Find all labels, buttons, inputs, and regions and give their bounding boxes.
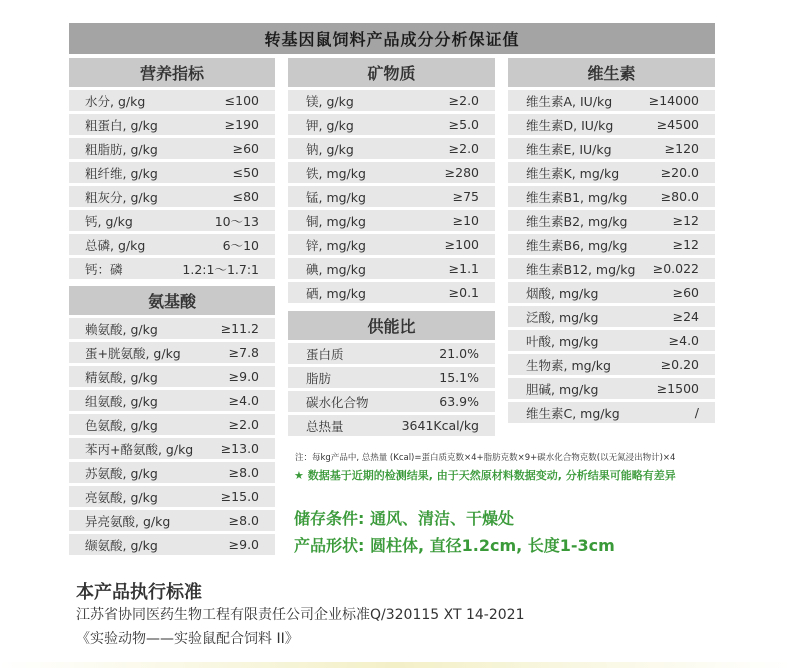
table-row xyxy=(69,114,275,135)
table-row xyxy=(69,486,275,507)
row-value: ≥1500 xyxy=(656,381,699,396)
row-value: ≥24 xyxy=(672,309,699,324)
row-value: ≥2.0 xyxy=(448,141,479,156)
table-row xyxy=(288,234,495,255)
table-row xyxy=(69,414,275,435)
table-row xyxy=(508,162,715,183)
row-label: 钙：磷 xyxy=(85,261,123,277)
row-label: 锰, mg/kg xyxy=(306,189,366,205)
row-label: 维生素C, mg/kg xyxy=(526,405,620,421)
row-value: ≥12 xyxy=(672,213,699,228)
row-value: ≥20.0 xyxy=(660,165,699,180)
row-label: 精氨酸, g/kg xyxy=(85,369,158,385)
table-row xyxy=(69,462,275,483)
row-value: ≥0.1 xyxy=(448,285,479,300)
row-value: ≥8.0 xyxy=(228,513,259,528)
table-row xyxy=(288,391,495,412)
row-value: ≥12 xyxy=(672,237,699,252)
row-label: 碳水化合物 xyxy=(306,394,369,410)
row-label: 维生素B2, mg/kg xyxy=(526,213,628,229)
table-row xyxy=(508,330,715,351)
row-value: ≥0.20 xyxy=(660,357,699,372)
table-row xyxy=(69,138,275,159)
energy-ratio-panel xyxy=(288,311,495,439)
table-row xyxy=(288,282,495,303)
row-label: 维生素A, IU/kg xyxy=(526,93,613,109)
table-row xyxy=(508,402,715,423)
row-label: 钠, g/kg xyxy=(306,141,354,157)
row-label: 叶酸, mg/kg xyxy=(526,333,599,349)
row-label: 胆碱, mg/kg xyxy=(526,381,599,397)
table-row xyxy=(508,186,715,207)
table-row xyxy=(508,306,715,327)
table-row xyxy=(69,210,275,231)
row-value: ≥9.0 xyxy=(228,369,259,384)
row-label: 钙, g/kg xyxy=(85,213,133,229)
row-value: ≥4.0 xyxy=(668,333,699,348)
row-value: ≥7.8 xyxy=(228,345,259,360)
row-label: 维生素K, mg/kg xyxy=(526,165,620,181)
nutrition-panel xyxy=(69,58,275,282)
table-row xyxy=(508,234,715,255)
bottom-decor-bar xyxy=(0,662,790,668)
storage-conditions: 储存条件: 通风、清洁、干燥处 xyxy=(294,509,514,528)
row-label: 亮氨酸, g/kg xyxy=(85,489,158,505)
row-value: 1.2:1～1.7:1 xyxy=(182,261,259,277)
table-row xyxy=(288,343,495,364)
row-label: 水分, g/kg xyxy=(85,93,146,109)
row-value: ≥120 xyxy=(664,141,699,156)
row-value: ≥1.1 xyxy=(448,261,479,276)
table-row xyxy=(288,162,495,183)
row-value: 21.0% xyxy=(439,346,479,361)
table-row xyxy=(69,342,275,363)
row-label: 色氨酸, g/kg xyxy=(85,417,158,433)
row-label: 维生素B6, mg/kg xyxy=(526,237,628,253)
product-shape: 产品形状: 圆柱体, 直径1.2cm, 长度1-3cm xyxy=(294,536,615,555)
table-row xyxy=(69,318,275,339)
row-label: 粗纤维, g/kg xyxy=(85,165,158,181)
row-value: 10～13 xyxy=(214,213,259,229)
row-label: 脂肪 xyxy=(306,370,332,386)
table-row xyxy=(69,390,275,411)
table-row xyxy=(69,186,275,207)
row-label: 缬氨酸, g/kg xyxy=(85,537,158,553)
table-row xyxy=(288,138,495,159)
row-value: ≥75 xyxy=(452,189,479,204)
row-value: ≥190 xyxy=(224,117,259,132)
row-value: ≥10 xyxy=(452,213,479,228)
table-row xyxy=(508,90,715,111)
row-label: 苏氨酸, g/kg xyxy=(85,465,158,481)
table-row xyxy=(69,234,275,255)
row-value: 63.9% xyxy=(439,394,479,409)
table-row xyxy=(508,138,715,159)
row-value: ≥5.0 xyxy=(448,117,479,132)
row-label: 组氨酸, g/kg xyxy=(85,393,158,409)
row-value: ≥13.0 xyxy=(220,441,259,456)
row-value: ≥100 xyxy=(444,237,479,252)
table-row xyxy=(508,354,715,375)
row-value: ≥2.0 xyxy=(448,93,479,108)
row-value: ≥2.0 xyxy=(228,417,259,432)
energy-formula-note: 注：每kg产品中, 总热量 (Kcal)=蛋白质克数×4+脂肪克数×9+碳水化合物克数(以无氮浸出物计)×4 xyxy=(295,453,676,463)
row-label: 赖氨酸, g/kg xyxy=(85,321,158,337)
row-label: 维生素B1, mg/kg xyxy=(526,189,628,205)
row-label: 生物素, mg/kg xyxy=(526,357,611,373)
table-row xyxy=(288,210,495,231)
table-row xyxy=(69,438,275,459)
table-row xyxy=(288,114,495,135)
row-value: ≥60 xyxy=(232,141,259,156)
row-label: 粗蛋白, g/kg xyxy=(85,117,158,133)
row-value: ≥8.0 xyxy=(228,465,259,480)
table-row xyxy=(288,367,495,388)
row-value: / xyxy=(694,405,699,420)
row-label: 维生素B12, mg/kg xyxy=(526,261,636,277)
row-label: 泛酸, mg/kg xyxy=(526,309,599,325)
row-label: 锌, mg/kg xyxy=(306,237,366,253)
row-value: ≤80 xyxy=(232,189,259,204)
row-value: ≥4.0 xyxy=(228,393,259,408)
table-row xyxy=(508,210,715,231)
row-value: ≤50 xyxy=(232,165,259,180)
row-value: ≥280 xyxy=(444,165,479,180)
row-value: ≥15.0 xyxy=(220,489,259,504)
row-label: 总热量 xyxy=(306,418,344,434)
table-row xyxy=(508,258,715,279)
standard-line-1: 江苏省协同医药生物工程有限责任公司企业标准Q/320115 XT 14-2021 xyxy=(76,607,525,623)
row-value: 15.1% xyxy=(439,370,479,385)
page-title: 转基因鼠饲料产品成分分析保证值 xyxy=(69,23,715,54)
row-label: 铜, mg/kg xyxy=(306,213,366,229)
table-row xyxy=(69,90,275,111)
row-label: 碘, mg/kg xyxy=(306,261,366,277)
row-value: ≥0.022 xyxy=(652,261,699,276)
table-row xyxy=(508,282,715,303)
row-value: ≥60 xyxy=(672,285,699,300)
table-row xyxy=(69,162,275,183)
table-row xyxy=(288,415,495,436)
minerals-panel xyxy=(288,58,495,306)
table-row xyxy=(69,510,275,531)
row-value: ≥80.0 xyxy=(660,189,699,204)
table-row xyxy=(69,366,275,387)
row-label: 蛋白质 xyxy=(306,346,344,362)
row-label: 钾, g/kg xyxy=(306,117,354,133)
row-label: 镁, g/kg xyxy=(306,93,354,109)
row-value: 6～10 xyxy=(222,237,259,253)
table-row xyxy=(69,258,275,279)
row-label: 烟酸, mg/kg xyxy=(526,285,599,301)
row-label: 异亮氨酸, g/kg xyxy=(85,513,171,529)
row-value: ≥11.2 xyxy=(220,321,259,336)
amino-acid-header: 氨基酸 xyxy=(69,286,275,315)
row-label: 维生素D, IU/kg xyxy=(526,117,614,133)
standard-title: 本产品执行标准 xyxy=(76,582,202,603)
table-row xyxy=(508,378,715,399)
minerals-header: 矿物质 xyxy=(288,58,495,87)
row-value: 3641Kcal/kg xyxy=(401,418,479,433)
row-value: ≤100 xyxy=(224,93,259,108)
energy-ratio-header: 供能比 xyxy=(288,311,495,340)
row-label: 铁, mg/kg xyxy=(306,165,366,181)
vitamins-header: 维生素 xyxy=(508,58,715,87)
row-value: ≥9.0 xyxy=(228,537,259,552)
amino-acid-panel xyxy=(69,286,275,558)
vitamins-panel xyxy=(508,58,715,426)
table-row xyxy=(508,114,715,135)
row-label: 维生素E, IU/kg xyxy=(526,141,612,157)
row-label: 总磷, g/kg xyxy=(85,237,146,253)
row-label: 粗脂肪, g/kg xyxy=(85,141,158,157)
row-label: 蛋+胱氨酸, g/kg xyxy=(85,345,181,361)
nutrition-header: 营养指标 xyxy=(69,58,275,87)
table-row xyxy=(288,90,495,111)
row-label: 粗灰分, g/kg xyxy=(85,189,158,205)
row-value: ≥14000 xyxy=(648,93,699,108)
data-disclaimer: ★ 数据基于近期的检测结果, 由于天然原材料数据变动, 分析结果可能略有差异 xyxy=(294,469,676,482)
table-row xyxy=(288,258,495,279)
table-row xyxy=(288,186,495,207)
row-label: 苯丙+酪氨酸, g/kg xyxy=(85,441,194,457)
table-row xyxy=(69,534,275,555)
row-label: 硒, mg/kg xyxy=(306,285,366,301)
row-value: ≥4500 xyxy=(656,117,699,132)
standard-line-2: 《实验动物——实验鼠配合饲料 II》 xyxy=(76,631,299,647)
